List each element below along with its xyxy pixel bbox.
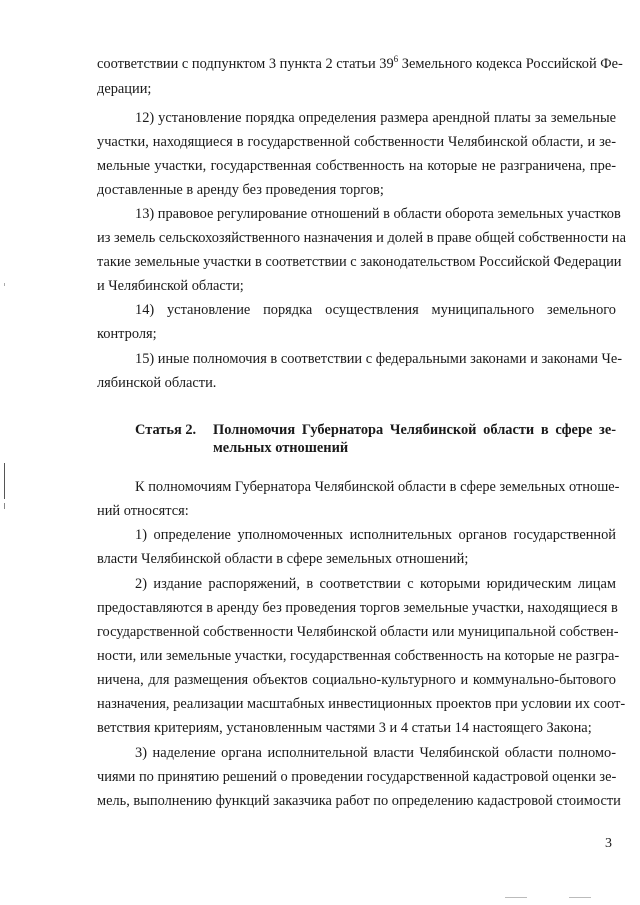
list-item-12: 12) установление порядка определения размера арендной платы за земельные (135, 110, 616, 126)
body-text-line: ветствия критериям, установленным частями 3 и 4 статьи 14 настоящего Закона; (97, 720, 592, 736)
body-text-line: власти Челябинской области в сфере земельных отношений; (97, 551, 469, 567)
scan-mark (4, 503, 5, 509)
list-item-15: 15) иные полномочия в соответствии с федеральными законами и законами Че- (135, 351, 623, 367)
list-item-3: 3) наделение органа исполнительной власти Челябинской области полномо- (135, 745, 616, 761)
body-text-line: К полномочиям Губернатора Челябинской области в сфере земельных отноше- (135, 479, 620, 495)
scan-mark (4, 463, 5, 499)
list-item-2: 2) издание распоряжений, в соответствии с которыми юридическим лицам (135, 576, 616, 592)
body-text-line: контроля; (97, 326, 157, 342)
body-text-line: ности, или земельные участки, государственная собственность на которые не разгра- (97, 648, 620, 664)
article-title: Полномочия Губернатора Челябинской области в сфере зе- (213, 422, 616, 438)
body-text-line: участки, находящиеся в государственной собственности Челябинской области, и зе- (97, 134, 616, 150)
body-text-line: ничена, для размещения объектов социально-культурного и коммунально-бытового (97, 672, 616, 688)
body-text-line: ний относятся: (97, 503, 189, 519)
body-text-line: государственной собственности Челябинской области или муниципальной собствен- (97, 624, 619, 640)
body-text-line: доставленные в аренду без проведения торгов; (97, 182, 384, 198)
scan-mark (569, 897, 591, 898)
scan-mark (505, 897, 527, 898)
body-text-line: соответствии с подпунктом 3 пункта 2 статьи $39^6$ Земельного кодекса Российской Фе- (97, 54, 623, 72)
body-text-line: такие земельные участки в соответствии с законодательством Российской Федерации (97, 254, 622, 270)
article-label: Статья 2. (135, 422, 197, 438)
body-text-line: дерации; (97, 81, 152, 97)
body-text-line: предоставляются в аренду без проведения торгов земельные участки, находящиеся в (97, 600, 618, 616)
list-item-13: 13) правовое регулирование отношений в области оборота земельных участков (135, 206, 621, 222)
body-text-line: мель, выполнению функций заказчика работ по определению кадастровой стоимости (97, 793, 621, 809)
body-text-line: и Челябинской области; (97, 278, 244, 294)
body-text-line: мельные участки, государственная собственность на которые не разграничена, пре- (97, 158, 616, 174)
superscript: 6 (393, 54, 399, 64)
body-text-line: назначения, реализации масштабных инвестиционных проектов при условии их соот- (97, 696, 626, 712)
list-item-1: 1) определение уполномоченных исполнительных органов государственной (135, 527, 616, 543)
body-text-line: чиями по принятию решений о проведении государственной кадастровой оценки зе- (97, 769, 617, 785)
body-text-line: лябинской области. (97, 375, 217, 391)
page-number: 3 (605, 836, 612, 851)
scan-mark (4, 283, 5, 286)
article-title: мельных отношений (213, 440, 349, 456)
body-text-line: из земель сельскохозяйственного назначения и долей в праве общей собственности на (97, 230, 627, 246)
list-item-14: 14) установление порядка осуществления муниципального земельного (135, 302, 616, 318)
